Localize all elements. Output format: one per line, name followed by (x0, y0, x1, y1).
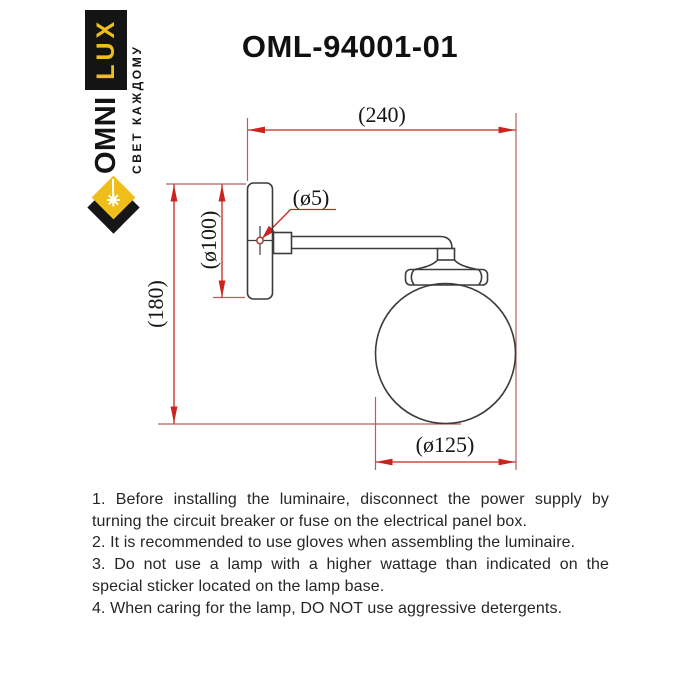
glass-sphere-outline (376, 284, 516, 424)
arm-top-outline (292, 237, 453, 249)
cap-ring-curl-right (479, 270, 482, 285)
cap-right-outline (455, 260, 480, 270)
arrow-125-left (376, 459, 393, 466)
cap-ring-curl-left (411, 270, 414, 285)
arrow-180-top (171, 185, 178, 202)
arrow-240-left (248, 127, 265, 134)
dim-5-label: (ø5) (292, 185, 330, 210)
instruction-line: 3. Do not use a lamp with a higher wattage than indicated on the (92, 556, 609, 574)
dimension-lines (174, 130, 516, 462)
extension-lines (158, 113, 516, 470)
model-title: OML-94001-01 (241, 29, 459, 64)
arm-bracket-outline (274, 233, 292, 254)
instruction-line: turning the circuit breaker or fuse on the electrical panel box. (92, 512, 528, 530)
dim-125-label: (ø125) (415, 432, 475, 457)
brand-lux-text: LUX (91, 17, 120, 80)
arrow-125-right (499, 459, 516, 466)
cap-left-outline (413, 260, 438, 270)
cap-ring-outline (406, 270, 488, 286)
instructions-block (92, 489, 609, 619)
instruction-line: special sticker located on the lamp base. (92, 577, 385, 595)
dim-100-label: (ø100) (196, 210, 221, 270)
arrow-100-bottom (219, 281, 226, 298)
mounting-hole (257, 237, 263, 243)
instruction-line: 1. Before installing the luminaire, disconnect the power supply by (92, 491, 609, 508)
instruction-line: 4. When caring for the lamp, DO NOT use aggressive detergents. (92, 599, 563, 617)
socket-block-outline (438, 249, 455, 261)
brand-omni-text: OMNI (90, 96, 122, 174)
arrow-240-right (499, 127, 516, 134)
instruction-line: 2. It is recommended to use gloves when assembling the luminaire. (92, 534, 576, 552)
arrow-100-top (219, 185, 226, 202)
dim-180-label: (180) (143, 280, 168, 328)
arrow-180-bottom (171, 407, 178, 424)
dim-240-label: (240) (358, 102, 406, 127)
lamp-outline (248, 183, 516, 424)
brand-tagline: СВЕТ КАЖДОМУ (130, 44, 144, 174)
